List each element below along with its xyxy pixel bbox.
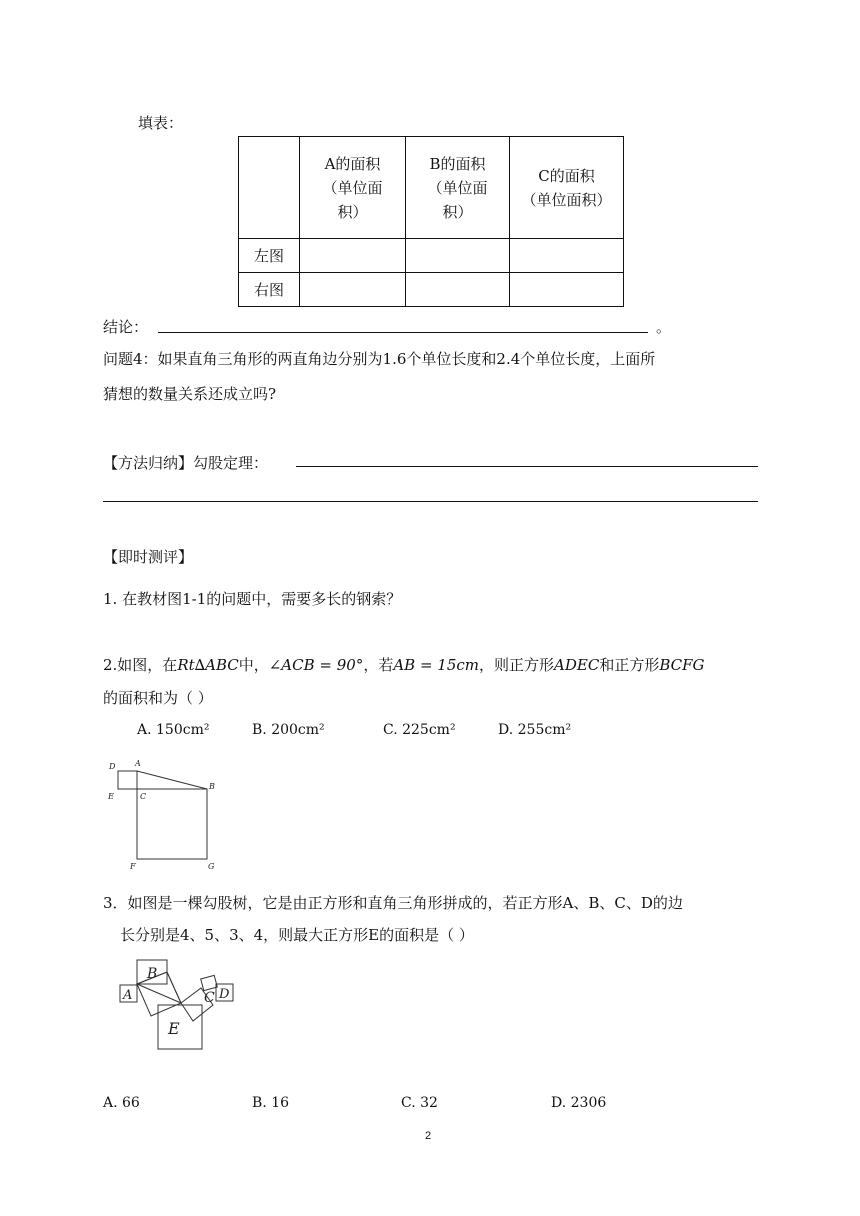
fill-table-label: 填表： bbox=[138, 114, 184, 132]
conclusion-label: 结论： bbox=[103, 318, 149, 336]
table-row bbox=[239, 239, 624, 273]
fig2-label-c: C bbox=[140, 792, 147, 801]
page-number: 2 bbox=[425, 1130, 432, 1142]
fig3-label-d: D bbox=[219, 987, 230, 1002]
table-header-c: C的面积 （单位面积） bbox=[510, 137, 624, 239]
table-cell[interactable] bbox=[510, 239, 624, 273]
square-bcfg: BCFG bbox=[659, 656, 705, 674]
table-cell[interactable] bbox=[406, 273, 510, 307]
table-cell[interactable] bbox=[510, 273, 624, 307]
table-header-a: A的面积 （单位面 积） bbox=[300, 137, 406, 239]
fig2-label-e: E bbox=[108, 792, 114, 801]
method-label: 【方法归纳】勾股定理： bbox=[103, 454, 269, 472]
fig3-label-b: B bbox=[147, 966, 158, 982]
question1: 1. 在教材图1-1的问题中，需要多长的钢索？ bbox=[103, 590, 402, 608]
method-blank[interactable] bbox=[296, 466, 758, 467]
figure-squares-on-triangle bbox=[100, 755, 240, 875]
fig2-label-g: G bbox=[208, 862, 215, 871]
method-blank-2[interactable] bbox=[103, 501, 758, 502]
question4-line1: 问题4：如果直角三角形的两直角边分别为1.6个单位长度和2.4个单位长度，上面所 bbox=[103, 350, 656, 368]
square-c-shape bbox=[201, 975, 218, 990]
hypotenuse-ab bbox=[137, 771, 207, 789]
table-cell[interactable] bbox=[300, 239, 406, 273]
fig3-label-a: A bbox=[123, 988, 133, 1003]
ab-expression: AB = 15cm bbox=[393, 656, 480, 674]
question3-line1: 3．如图是一棵勾股树，它是由正方形和直角三角形拼成的，若正方形A、B、C、D的边 bbox=[103, 894, 683, 912]
q2-option-a[interactable]: A. 150cm² bbox=[137, 722, 210, 738]
fig2-label-f: F bbox=[130, 862, 136, 871]
fig3-label-c: C bbox=[204, 990, 215, 1006]
fig2-label-b: B bbox=[209, 782, 215, 791]
row-label: 右图 bbox=[239, 273, 300, 307]
question4-line2: 猜想的数量关系还成立吗? bbox=[103, 385, 277, 403]
square-adec: ADEC bbox=[554, 656, 600, 674]
area-table bbox=[238, 136, 624, 307]
question2-line1: 2.如图，在Rt∆ABC中，∠ACB = 90°，若AB = 15cm，则正方形ADEC和正方形BCFG bbox=[103, 656, 705, 674]
table-corner-cell bbox=[239, 137, 300, 239]
rt-triangle-symbol: Rt∆ABC bbox=[177, 656, 239, 674]
q2-option-b[interactable]: B. 200cm² bbox=[252, 722, 325, 738]
fig2-label-d: D bbox=[109, 762, 116, 771]
q3-option-d[interactable]: D. 2306 bbox=[551, 1095, 607, 1111]
question3-line2: 长分别是4、5、3、4，则最大正方形E的面积是（ ） bbox=[120, 926, 474, 944]
q3-option-a[interactable]: A. 66 bbox=[103, 1095, 140, 1111]
square-bcfg-shape bbox=[137, 789, 207, 859]
fig3-label-e: E bbox=[168, 1019, 180, 1038]
q2-option-c[interactable]: C. 225cm² bbox=[383, 722, 456, 738]
fig2-label-a: A bbox=[135, 759, 141, 768]
row-label: 左图 bbox=[239, 239, 300, 273]
question2-line2: 的面积和为（ ） bbox=[103, 689, 213, 707]
instant-eval-label: 【即时测评】 bbox=[103, 548, 194, 566]
conclusion-blank[interactable] bbox=[158, 332, 648, 333]
square-adec-shape bbox=[118, 771, 137, 789]
square-e-shape bbox=[158, 1005, 202, 1049]
angle-expression: ∠ACB = 90° bbox=[268, 656, 364, 674]
table-header-b: B的面积 （单位面 积） bbox=[406, 137, 510, 239]
table-cell[interactable] bbox=[300, 273, 406, 307]
q3-option-b[interactable]: B. 16 bbox=[252, 1095, 290, 1111]
q2-option-d[interactable]: D. 255cm² bbox=[498, 722, 572, 738]
conclusion-end: 。 bbox=[656, 318, 672, 336]
table-cell[interactable] bbox=[406, 239, 510, 273]
table-row bbox=[239, 273, 624, 307]
q3-option-c[interactable]: C. 32 bbox=[401, 1095, 438, 1111]
figure-pythagoras-tree bbox=[110, 955, 250, 1085]
